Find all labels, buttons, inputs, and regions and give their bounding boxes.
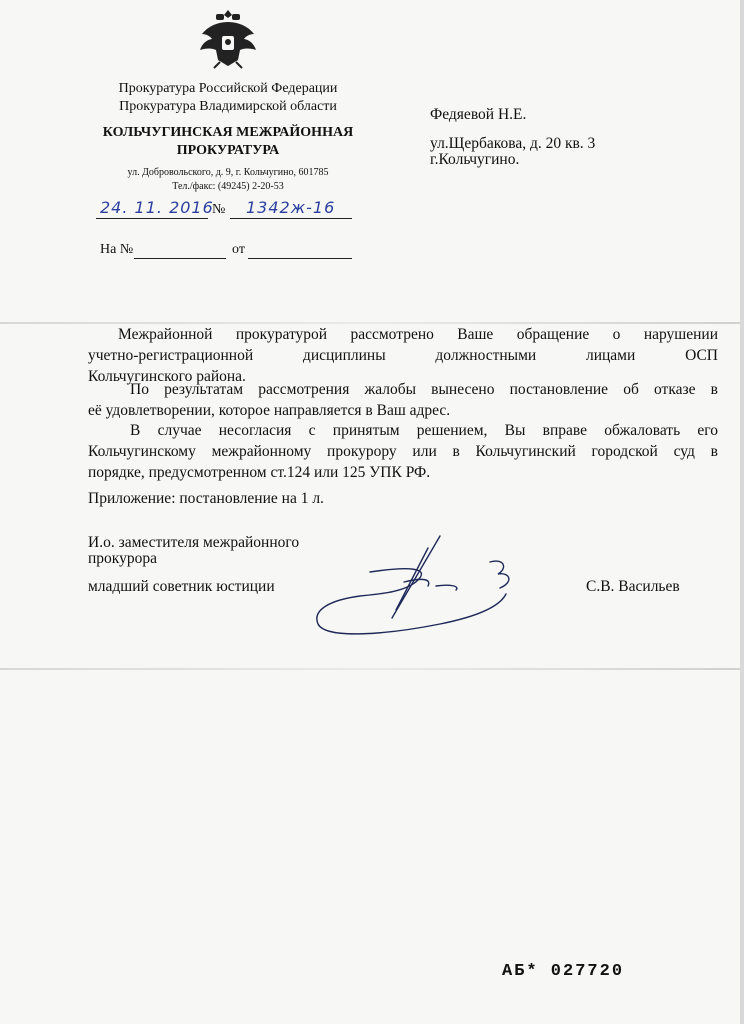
org-name-block bbox=[78, 124, 378, 160]
handwritten-signature bbox=[300, 528, 540, 648]
reference-date-underline bbox=[248, 258, 352, 259]
org-address: ул. Добровольского, д. 9, г. Кольчугино, 601785 bbox=[127, 167, 329, 178]
signer-title-line1: И.о. заместителя межрайонного bbox=[88, 534, 300, 551]
agency-line-region: Прокуратура Владимирской области bbox=[119, 99, 337, 114]
body-p3-line3: порядке, предусмотренном ст.124 или 125 УПК РФ. bbox=[88, 464, 431, 481]
body-p1-line3: Кольчугинского района. bbox=[88, 368, 246, 385]
outgoing-number: 1342ж-16 bbox=[246, 198, 336, 217]
outgoing-date: 24. 11. 2016 bbox=[100, 198, 214, 217]
reference-label: На № bbox=[100, 242, 134, 257]
body-p3-line2: Кольчугинскому межрайонному прокурору или в Кольчугинский городской суд в bbox=[88, 443, 718, 460]
org-phone: Тел./факс: (49245) 2-20-53 bbox=[172, 181, 284, 192]
recipient-name: Федяевой Н.Е. bbox=[430, 106, 527, 123]
reference-from-label: от bbox=[232, 242, 245, 257]
coat-of-arms-icon bbox=[194, 6, 262, 72]
agency-line-federation: Прокуратура Российской Федерации bbox=[118, 81, 338, 96]
reference-underline bbox=[134, 258, 226, 259]
body-p3-line1: В случае несогласия с принятым решением, Вы вправе обжаловать его bbox=[130, 422, 718, 439]
body-p2-line2: её удовлетворении, которое направляется в Ваш адрес. bbox=[88, 402, 451, 419]
number-underline bbox=[230, 218, 352, 219]
recipient-street: ул.Щербакова, д. 20 кв. 3 bbox=[430, 135, 596, 152]
org-contacts bbox=[78, 166, 378, 194]
org-name-line2: ПРОКУРАТУРА bbox=[176, 143, 280, 158]
number-symbol: № bbox=[212, 202, 226, 217]
body-p1-line2: учетно-регистрационной дисциплины должностными лицами ОСП bbox=[88, 347, 718, 364]
paper-edge bbox=[740, 0, 744, 1024]
signer-rank: младший советник юстиции bbox=[88, 578, 275, 595]
signer-name: С.В. Васильев bbox=[586, 578, 680, 595]
body-p2-line1: По результатам рассмотрения жалобы вынесено постановление об отказе в bbox=[130, 381, 718, 398]
signer-title-line2: прокурора bbox=[88, 550, 157, 567]
attachment-note: Приложение: постановление на 1 л. bbox=[88, 490, 324, 507]
agency-header bbox=[78, 80, 378, 116]
recipient-city: г.Кольчугино. bbox=[430, 151, 520, 168]
date-underline bbox=[96, 218, 208, 219]
org-name-line1: КОЛЬЧУГИНСКАЯ МЕЖРАЙОННАЯ bbox=[102, 125, 354, 140]
paper-fold bbox=[0, 668, 744, 670]
body-p1-line1: Межрайонной прокуратурой рассмотрено Ваше обращение о нарушении bbox=[118, 326, 718, 343]
form-serial-number: АБ* 027720 bbox=[502, 962, 625, 981]
